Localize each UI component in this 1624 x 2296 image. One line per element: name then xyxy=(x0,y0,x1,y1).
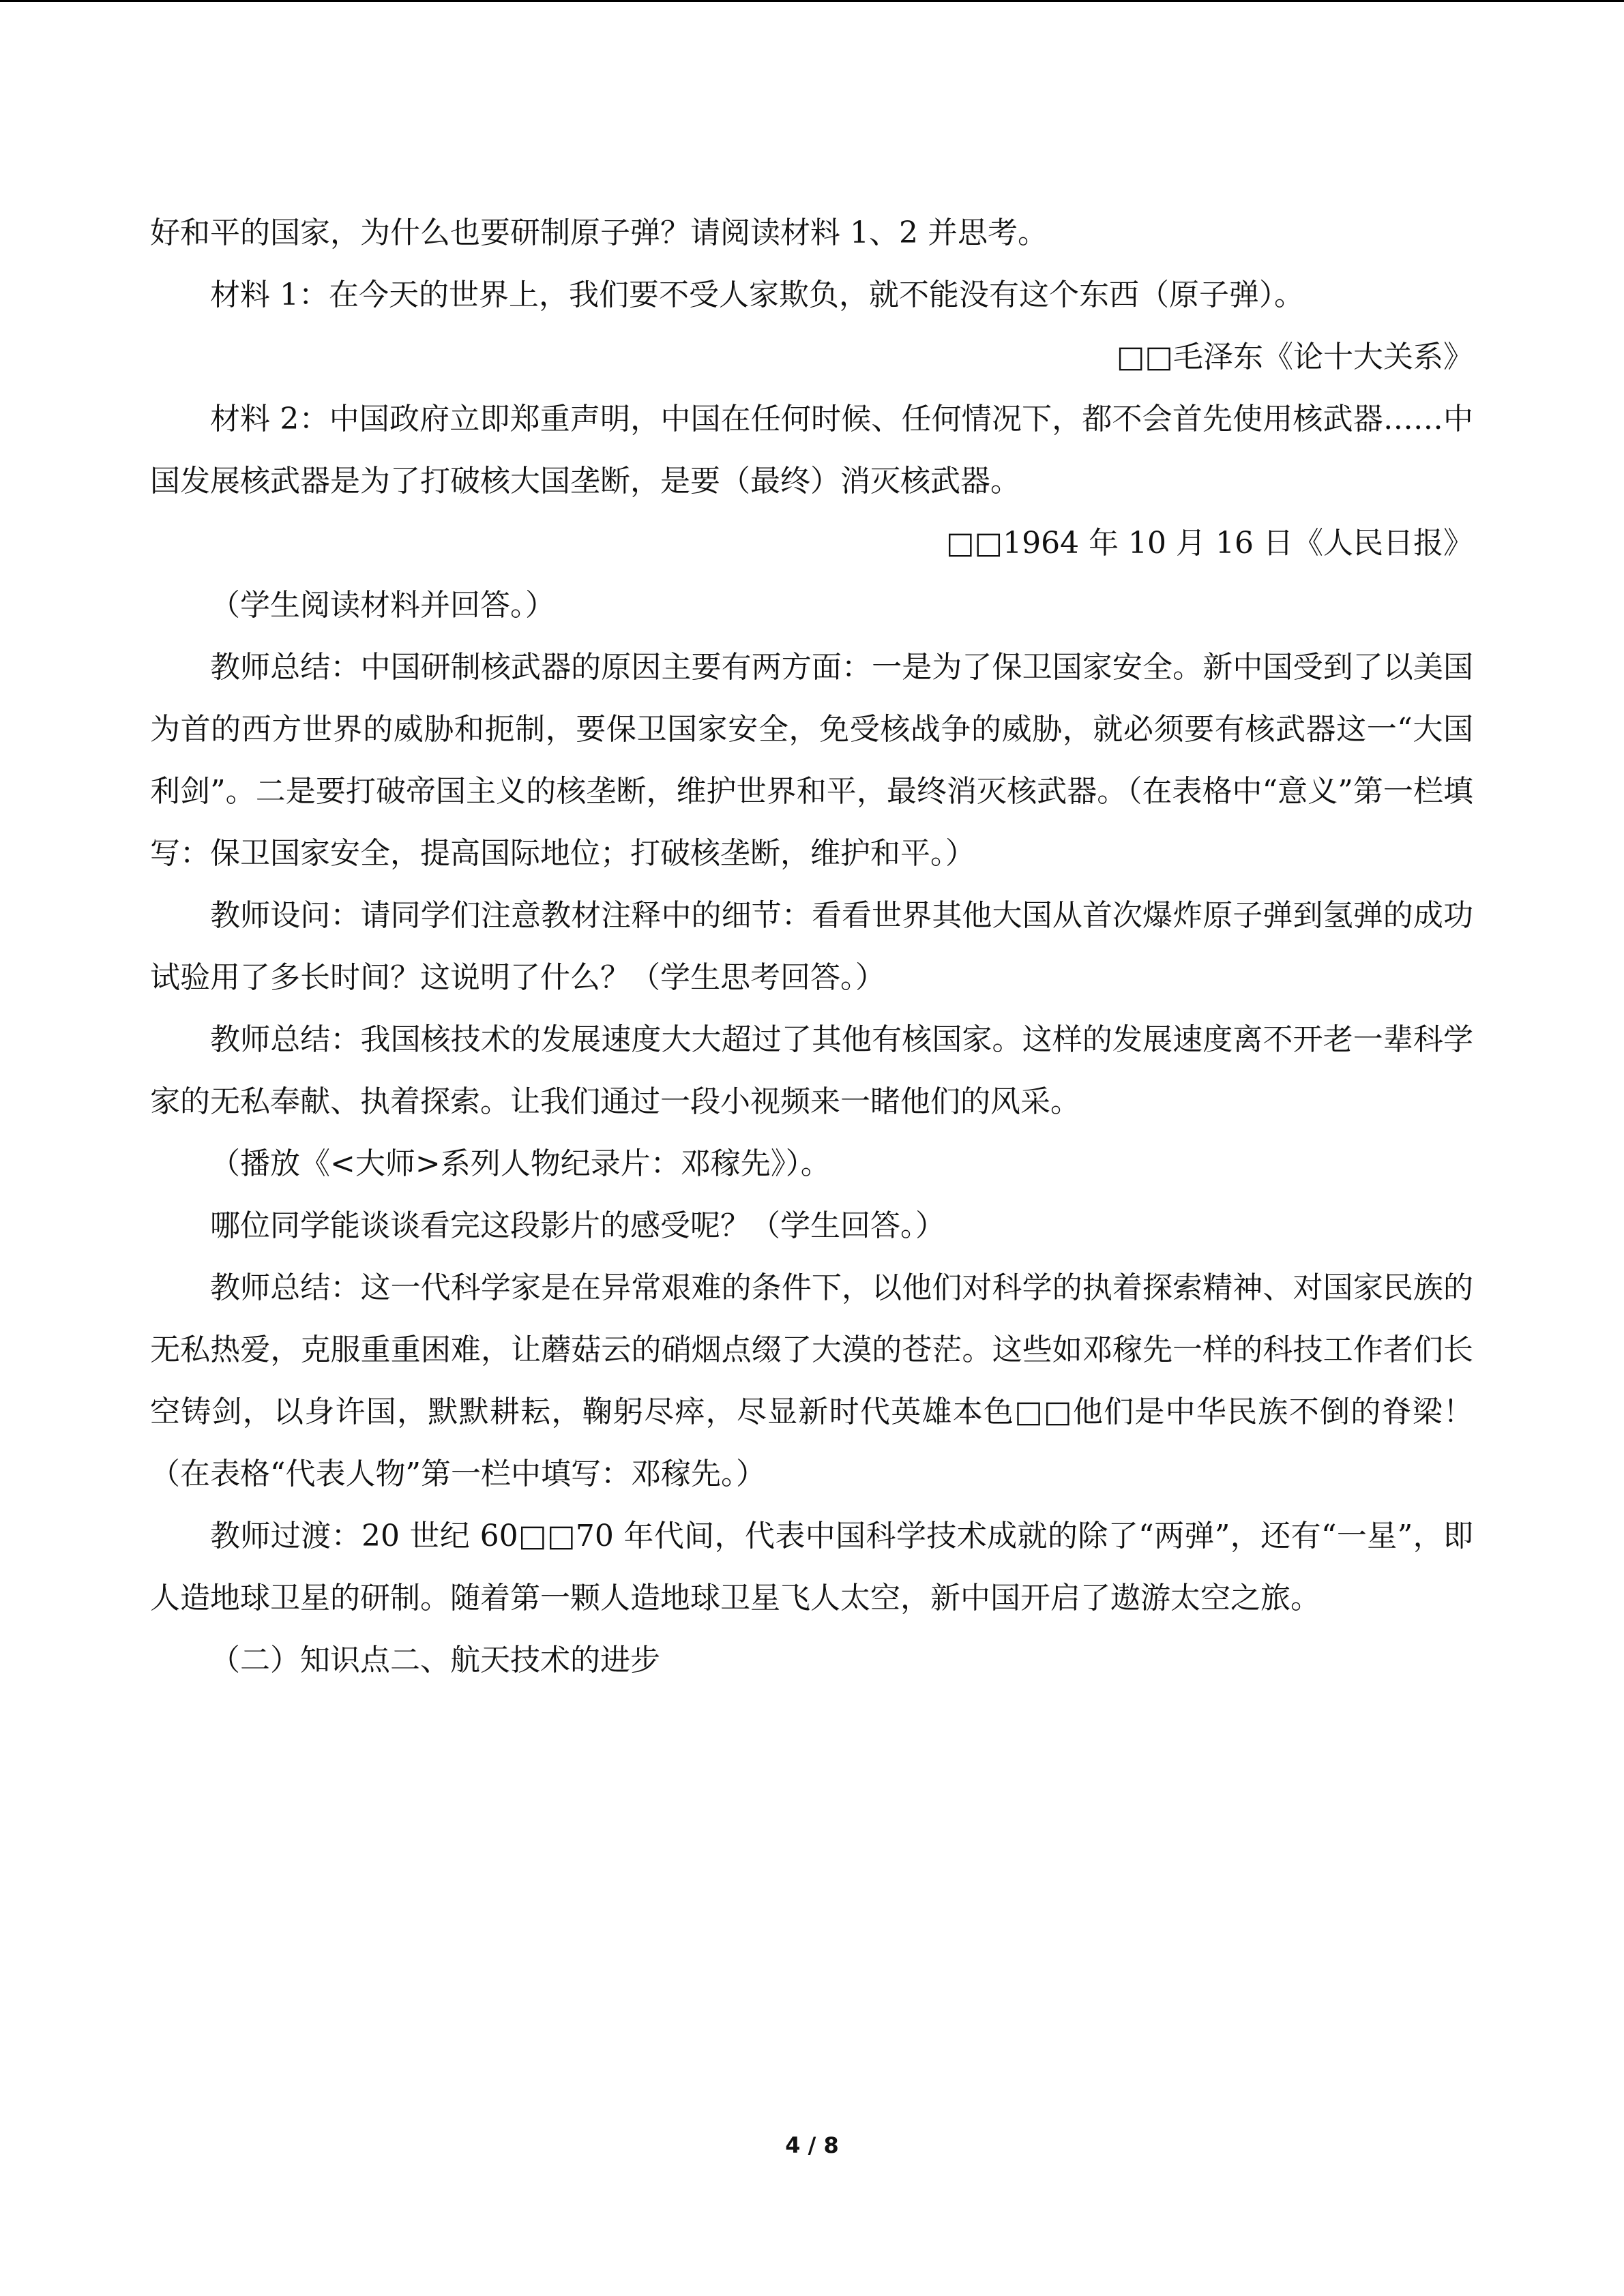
student-feeling-question: 哪位同学能谈谈看完这段影片的感受呢？（学生回答。） xyxy=(210,1208,945,1243)
material-1-quote: 材料 1：在今天的世界上，我们要不受人家欺负，就不能没有这个东西（原子弹）。 xyxy=(210,278,1304,312)
video-play-note: （播放《<大师>系列人物纪录片：邓稼先》）。 xyxy=(210,1146,831,1181)
teacher-summary-scientists: 教师总结：这一代科学家是在异常艰难的条件下，以他们对科学的执着探索精神、对国家民族的无私热爱，克服重重困难，让蘑菇云的硝烟点缀了大漠的苍茫。这些如邓稼先一样的科技工作者们长空铸剑，以身许国，默默耕耘，鞠躬尽瘁，尽显新时代英雄本色□□他们是中华民族不倒的脊梁！（在表格“代表人物”第一栏中填写：邓稼先。） xyxy=(150,1270,1473,1491)
teacher-question: 教师设问：请同学们注意教材注释中的细节：看看世界其他大国从首次爆炸原子弹到氢弹的成功试验用了多长时间？这说明了什么？（学生思考回答。） xyxy=(150,898,1473,995)
teacher-summary-speed: 教师总结：我国核技术的发展速度大大超过了其他有核国家。这样的发展速度离不开老一辈科学家的无私奉献、执着探索。让我们通过一段小视频来一睹他们的风采。 xyxy=(150,1022,1473,1119)
teacher-summary-reasons: 教师总结：中国研制核武器的原因主要有两方面：一是为了保卫国家安全。新中国受到了以美国为首的西方世界的威胁和扼制，要保卫国家安全，免受核战争的威胁，就必须要有核武器这一“大国利剑”。二是要打破帝国主义的核垄断，维护世界和平，最终消灭核武器。（在表格中“意义”第一栏填写：保卫国家安全，提高国际地位；打破核垄断，维护和平。） xyxy=(150,650,1473,871)
material-2-source: □□1964 年 10 月 16 日《人民日报》 xyxy=(945,526,1473,561)
material-1-source: □□毛泽东《论十大关系》 xyxy=(1116,340,1473,374)
page-number: 4 / 8 xyxy=(785,2132,839,2158)
document-body xyxy=(150,202,1473,1691)
teacher-transition: 教师过渡：20 世纪 60□□70 年代间，代表中国科学技术成就的除了“两弹”，还有“一星”，即人造地球卫星的研制。随着第一颗人造地球卫星飞人太空，新中国开启了遨游太空之旅。 xyxy=(150,1519,1473,1615)
top-border-line xyxy=(0,0,1624,2)
section-heading-aerospace: （二）知识点二、航天技术的进步 xyxy=(210,1643,660,1678)
material-2-quote: 材料 2：中国政府立即郑重声明，中国在任何时候、任何情况下，都不会首先使用核武器……中国发展核武器是为了打破核大国垄断，是要（最终）消灭核武器。 xyxy=(150,402,1473,498)
student-activity-note: （学生阅读材料并回答。） xyxy=(210,588,555,623)
paragraph-continuation: 好和平的国家，为什么也要研制原子弹？请阅读材料 1、2 并思考。 xyxy=(150,215,1048,250)
